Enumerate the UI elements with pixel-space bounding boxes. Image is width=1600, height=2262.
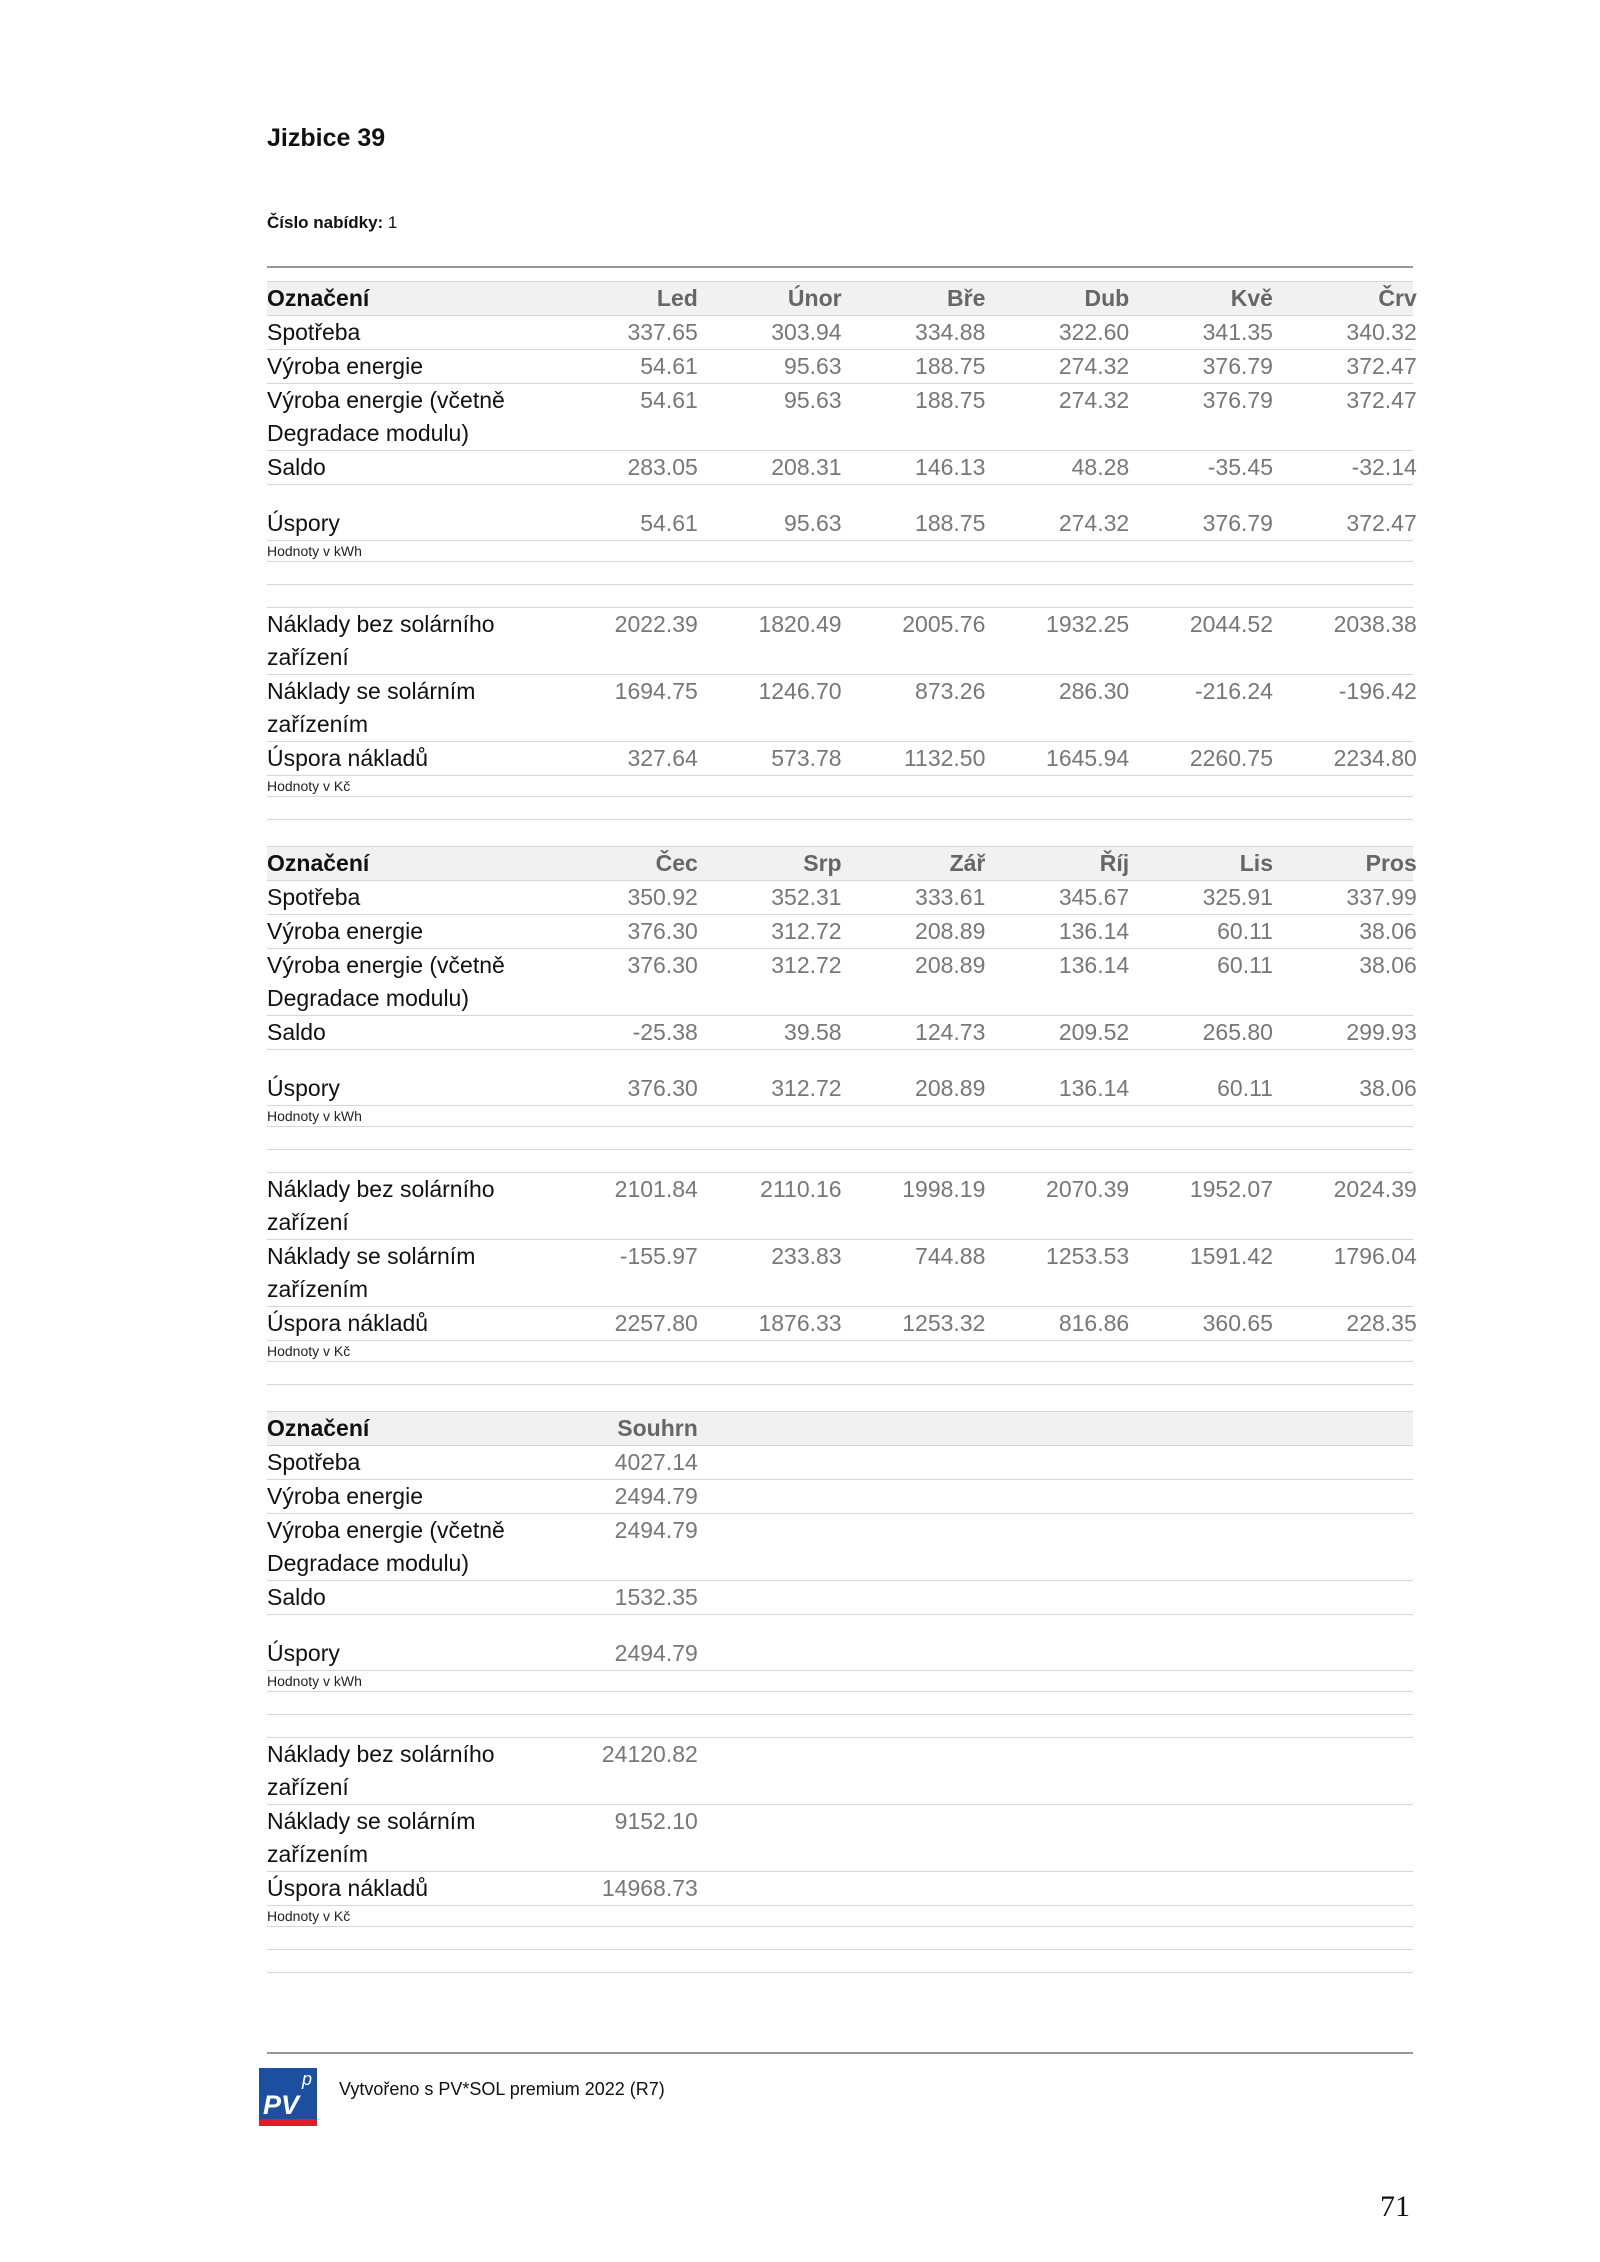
- row-label: Výroba energie: [267, 918, 423, 944]
- cell-value: [842, 1514, 986, 1580]
- row-label: Výroba energie (včetně Degradace modulu): [267, 952, 505, 1011]
- cell-value: 39.58: [784, 1019, 842, 1045]
- table-header: [267, 281, 1417, 316]
- energy-row: [267, 451, 1417, 485]
- cell-value: 9152.10: [614, 1808, 698, 1834]
- cell-value: 209.52: [1058, 1019, 1130, 1045]
- cell-value: 333.61: [915, 884, 986, 910]
- column-header: Bře: [947, 285, 986, 311]
- cell-value: 274.32: [1058, 353, 1130, 379]
- cost-row: [267, 1173, 1417, 1240]
- cell-value: 350.92: [627, 884, 698, 910]
- blank-row: [267, 585, 1413, 608]
- cell-value: [842, 1805, 986, 1871]
- cell-value: 208.31: [771, 454, 842, 480]
- column-header: Dub: [1084, 285, 1130, 311]
- logo-letters: PV: [263, 2090, 300, 2120]
- row-label: Náklady bez solárního zařízení: [267, 611, 495, 670]
- cell-value: 228.35: [1346, 1310, 1417, 1336]
- cell-value: [1273, 1805, 1417, 1871]
- cell-value: [698, 1514, 842, 1580]
- blank-row: [267, 1692, 1413, 1715]
- cell-value: 337.65: [627, 319, 698, 345]
- cell-value: 372.47: [1346, 353, 1417, 379]
- cell-value: 312.72: [771, 1075, 842, 1101]
- cell-value: 2101.84: [614, 1176, 698, 1202]
- column-header: Črv: [1378, 285, 1417, 311]
- cost-row: [267, 1872, 1413, 1906]
- logo-superscript: p: [302, 2069, 313, 2089]
- cell-value: 322.60: [1058, 319, 1130, 345]
- cell-value: 54.61: [640, 510, 698, 536]
- cell-value: [985, 1872, 1129, 1905]
- row-label: Výroba energie: [267, 1483, 423, 1509]
- cell-value: 95.63: [784, 510, 842, 536]
- cell-value: [842, 1637, 986, 1670]
- unit-note-czk: Hodnoty v Kč: [267, 1341, 1413, 1362]
- cell-value: 325.91: [1202, 884, 1273, 910]
- offer-number: [267, 213, 397, 233]
- cell-value: 2024.39: [1333, 1176, 1417, 1202]
- cell-value: 188.75: [915, 387, 986, 413]
- cell-value: 146.13: [915, 454, 986, 480]
- cell-value: 54.61: [640, 353, 698, 379]
- blank-row: [267, 1715, 1413, 1738]
- row-label: Náklady bez solárního zařízení: [267, 1176, 495, 1235]
- energy-row: [267, 1581, 1413, 1615]
- cell-value: [1129, 1637, 1273, 1670]
- energy-row: [267, 316, 1417, 350]
- cell-value: 1694.75: [614, 678, 698, 704]
- cell-value: [698, 1738, 842, 1804]
- column-header: Kvě: [1230, 285, 1273, 311]
- row-spacer: [267, 1050, 1413, 1072]
- cell-value: -155.97: [619, 1243, 698, 1269]
- row-label: Náklady se solárním zařízením: [267, 1243, 476, 1302]
- cell-value: 744.88: [915, 1243, 986, 1269]
- row-label: Náklady se solárním zařízením: [267, 678, 476, 737]
- unit-note-czk: Hodnoty v Kč: [267, 776, 1413, 797]
- cost-row: [267, 1738, 1413, 1805]
- footer-divider: [267, 2052, 1413, 2054]
- cost-row: [267, 675, 1417, 742]
- row-label: Náklady bez solárního zařízení: [267, 1741, 495, 1800]
- blank-row: [267, 1362, 1413, 1385]
- cell-value: 208.89: [915, 918, 986, 944]
- table-section: [267, 846, 1417, 1385]
- cell-value: 60.11: [1217, 952, 1273, 978]
- cell-value: 345.67: [1058, 884, 1130, 910]
- cell-value: 54.61: [640, 387, 698, 413]
- column-header: [1129, 1412, 1273, 1445]
- cell-value: [698, 1480, 842, 1513]
- cell-value: 233.83: [771, 1243, 842, 1269]
- savings-row: [267, 1637, 1413, 1671]
- cell-value: 312.72: [771, 952, 842, 978]
- row-label: Úspory: [267, 510, 340, 536]
- cell-value: 299.93: [1346, 1019, 1417, 1045]
- table-header: [267, 846, 1417, 881]
- cell-value: [842, 1872, 986, 1905]
- cell-value: [1129, 1581, 1273, 1614]
- row-spacer: [267, 485, 1413, 507]
- cell-value: 2260.75: [1189, 745, 1273, 771]
- energy-row: [267, 1016, 1417, 1050]
- cell-value: -32.14: [1351, 454, 1417, 480]
- cell-value: 337.99: [1346, 884, 1417, 910]
- table-header: [267, 1411, 1413, 1446]
- row-label: Saldo: [267, 1584, 326, 1610]
- blank-row: [267, 797, 1413, 820]
- column-header: Únor: [787, 285, 842, 311]
- row-label: Úspora nákladů: [267, 1875, 429, 1901]
- cell-value: 265.80: [1202, 1019, 1273, 1045]
- page-title: Jizbice 39: [267, 124, 386, 152]
- cell-value: [1273, 1581, 1417, 1614]
- cell-value: 60.11: [1217, 1075, 1273, 1101]
- blank-row: [267, 1127, 1413, 1150]
- cell-value: 2494.79: [614, 1640, 698, 1666]
- cell-value: 1952.07: [1189, 1176, 1273, 1202]
- cell-value: 208.89: [915, 1075, 986, 1101]
- column-header: [985, 1412, 1129, 1445]
- cell-value: 334.88: [915, 319, 986, 345]
- row-spacer: [267, 1615, 1413, 1637]
- cell-value: [1129, 1514, 1273, 1580]
- cell-value: 1532.35: [614, 1584, 698, 1610]
- energy-row: [267, 350, 1417, 384]
- cell-value: 327.64: [627, 745, 698, 771]
- cell-value: 24120.82: [601, 1741, 698, 1767]
- cell-value: 376.30: [627, 952, 698, 978]
- energy-row: [267, 1446, 1413, 1480]
- cell-value: 38.06: [1359, 1075, 1417, 1101]
- top-divider: [267, 266, 1413, 268]
- cell-value: [1273, 1738, 1417, 1804]
- cost-row: [267, 1805, 1413, 1872]
- cell-value: 312.72: [771, 918, 842, 944]
- blank-row: [267, 1150, 1413, 1173]
- header-label: Označení: [267, 850, 370, 876]
- column-header: Pros: [1365, 850, 1417, 876]
- cell-value: 124.73: [915, 1019, 986, 1045]
- cell-value: 208.89: [915, 952, 986, 978]
- cell-value: 2022.39: [614, 611, 698, 637]
- cell-value: 303.94: [771, 319, 842, 345]
- cell-value: 38.06: [1359, 918, 1417, 944]
- cell-value: 1645.94: [1046, 745, 1130, 771]
- cell-value: [1129, 1738, 1273, 1804]
- cell-value: 188.75: [915, 353, 986, 379]
- cell-value: 1998.19: [902, 1176, 986, 1202]
- blank-row: [267, 1950, 1413, 1973]
- energy-row: [267, 881, 1417, 915]
- cell-value: 1132.50: [903, 745, 986, 771]
- unit-note-kwh: Hodnoty v kWh: [267, 1671, 1413, 1692]
- savings-row: [267, 1072, 1417, 1106]
- cell-value: [842, 1480, 986, 1513]
- cell-value: [985, 1514, 1129, 1580]
- cell-value: 1253.53: [1046, 1243, 1130, 1269]
- row-label: Náklady se solárním zařízením: [267, 1808, 476, 1867]
- table-section: [267, 281, 1417, 820]
- energy-row: [267, 915, 1417, 949]
- column-header: [698, 1412, 842, 1445]
- column-header: Srp: [803, 850, 842, 876]
- cell-value: [985, 1581, 1129, 1614]
- cell-value: [985, 1738, 1129, 1804]
- cell-value: -25.38: [632, 1019, 698, 1045]
- cell-value: 2234.80: [1333, 745, 1417, 771]
- cell-value: [1129, 1480, 1273, 1513]
- cell-value: -35.45: [1207, 454, 1273, 480]
- cell-value: [1273, 1637, 1417, 1670]
- cost-row: [267, 608, 1417, 675]
- cell-value: 188.75: [915, 510, 986, 536]
- cell-value: 352.31: [771, 884, 842, 910]
- cell-value: 95.63: [784, 387, 842, 413]
- cell-value: 376.30: [627, 1075, 698, 1101]
- cell-value: [1129, 1805, 1273, 1871]
- cell-value: 376.30: [627, 918, 698, 944]
- row-label: Saldo: [267, 454, 326, 480]
- cell-value: 873.26: [915, 678, 986, 704]
- row-label: Spotřeba: [267, 319, 361, 345]
- cell-value: 376.79: [1202, 510, 1273, 536]
- cell-value: 136.14: [1058, 918, 1130, 944]
- blank-row: [267, 562, 1413, 585]
- cell-value: 573.78: [771, 745, 842, 771]
- row-label: Úspory: [267, 1075, 340, 1101]
- column-header: Souhrn: [617, 1415, 698, 1441]
- row-label: Výroba energie: [267, 353, 423, 379]
- cell-value: 2494.79: [614, 1517, 698, 1543]
- cell-value: 1820.49: [758, 611, 842, 637]
- column-header: Lis: [1239, 850, 1273, 876]
- cell-value: 136.14: [1058, 1075, 1130, 1101]
- row-label: Spotřeba: [267, 1449, 361, 1475]
- cell-value: 38.06: [1359, 952, 1417, 978]
- cell-value: [698, 1805, 842, 1871]
- cell-value: [698, 1637, 842, 1670]
- cell-value: 2110.16: [760, 1176, 842, 1202]
- cell-value: 2257.80: [614, 1310, 698, 1336]
- cell-value: 136.14: [1058, 952, 1130, 978]
- column-header: Říj: [1099, 850, 1130, 876]
- cell-value: 2005.76: [902, 611, 986, 637]
- cell-value: 95.63: [784, 353, 842, 379]
- page-number: 71: [1380, 2190, 1410, 2223]
- cell-value: [985, 1446, 1129, 1479]
- row-label: Výroba energie (včetně Degradace modulu): [267, 387, 505, 446]
- cost-row: [267, 742, 1417, 776]
- cell-value: [1273, 1480, 1417, 1513]
- cell-value: 283.05: [627, 454, 698, 480]
- row-label: Úspory: [267, 1640, 340, 1666]
- header-label: Označení: [267, 1415, 370, 1441]
- cell-value: [698, 1581, 842, 1614]
- header-label: Označení: [267, 285, 370, 311]
- energy-row: [267, 949, 1417, 1016]
- column-header: [1273, 1412, 1417, 1445]
- cell-value: 2494.79: [614, 1483, 698, 1509]
- cell-value: 372.47: [1346, 387, 1417, 413]
- cost-row: [267, 1240, 1417, 1307]
- unit-note-kwh: Hodnoty v kWh: [267, 1106, 1413, 1127]
- energy-row: [267, 1514, 1413, 1581]
- column-header: Led: [656, 285, 698, 311]
- column-header: [842, 1412, 986, 1445]
- cell-value: 14968.73: [601, 1875, 698, 1901]
- offer-number-label: Číslo nabídky:: [267, 213, 384, 232]
- cell-value: 816.86: [1058, 1310, 1130, 1336]
- cell-value: 1591.42: [1189, 1243, 1273, 1269]
- blank-row: [267, 1927, 1413, 1950]
- row-label: Saldo: [267, 1019, 326, 1045]
- row-label: Úspora nákladů: [267, 745, 429, 771]
- cell-value: 1246.70: [758, 678, 842, 704]
- cell-value: 2044.52: [1189, 611, 1273, 637]
- energy-row: [267, 384, 1417, 451]
- cell-value: 1253.32: [902, 1310, 986, 1336]
- cell-value: [842, 1738, 986, 1804]
- cell-value: 274.32: [1058, 510, 1130, 536]
- cell-value: 60.11: [1217, 918, 1273, 944]
- column-header: Čec: [655, 850, 698, 876]
- cell-value: 2038.38: [1333, 611, 1417, 637]
- cell-value: 2070.39: [1046, 1176, 1130, 1202]
- cell-value: [698, 1446, 842, 1479]
- cell-value: [1129, 1446, 1273, 1479]
- cell-value: [1129, 1872, 1273, 1905]
- cell-value: [842, 1446, 986, 1479]
- cell-value: 376.79: [1202, 353, 1273, 379]
- cell-value: 286.30: [1058, 678, 1130, 704]
- offer-number-value: 1: [387, 213, 398, 232]
- cell-value: [985, 1637, 1129, 1670]
- cell-value: 340.32: [1346, 319, 1417, 345]
- cell-value: [1273, 1514, 1417, 1580]
- cell-value: 4027.14: [614, 1449, 698, 1475]
- cell-value: -196.42: [1338, 678, 1417, 704]
- cell-value: [1273, 1872, 1417, 1905]
- cell-value: [985, 1480, 1129, 1513]
- cell-value: [1273, 1446, 1417, 1479]
- energy-row: [267, 1480, 1413, 1514]
- row-label: Úspora nákladů: [267, 1310, 429, 1336]
- cell-value: 360.65: [1202, 1310, 1273, 1336]
- unit-note-czk: Hodnoty v Kč: [267, 1906, 1413, 1927]
- table-section: [267, 1411, 1413, 1973]
- column-header: Zář: [949, 850, 986, 876]
- cell-value: -216.24: [1194, 678, 1273, 704]
- cell-value: 1932.25: [1046, 611, 1130, 637]
- pvsol-logo: [259, 2068, 317, 2126]
- cell-value: [842, 1581, 986, 1614]
- created-with-text: Vytvořeno s PV*SOL premium 2022 (R7): [339, 2079, 665, 2099]
- savings-row: [267, 507, 1417, 541]
- cell-value: [985, 1805, 1129, 1871]
- cell-value: 1796.04: [1333, 1243, 1417, 1269]
- cell-value: 48.28: [1071, 454, 1130, 480]
- row-label: Spotřeba: [267, 884, 361, 910]
- cell-value: 372.47: [1346, 510, 1417, 536]
- cell-value: 1876.33: [758, 1310, 842, 1336]
- unit-note-kwh: Hodnoty v kWh: [267, 541, 1413, 562]
- row-label: Výroba energie (včetně Degradace modulu): [267, 1517, 505, 1576]
- cell-value: 341.35: [1202, 319, 1273, 345]
- cost-row: [267, 1307, 1417, 1341]
- cell-value: [698, 1872, 842, 1905]
- cell-value: 376.79: [1202, 387, 1273, 413]
- cell-value: 274.32: [1058, 387, 1130, 413]
